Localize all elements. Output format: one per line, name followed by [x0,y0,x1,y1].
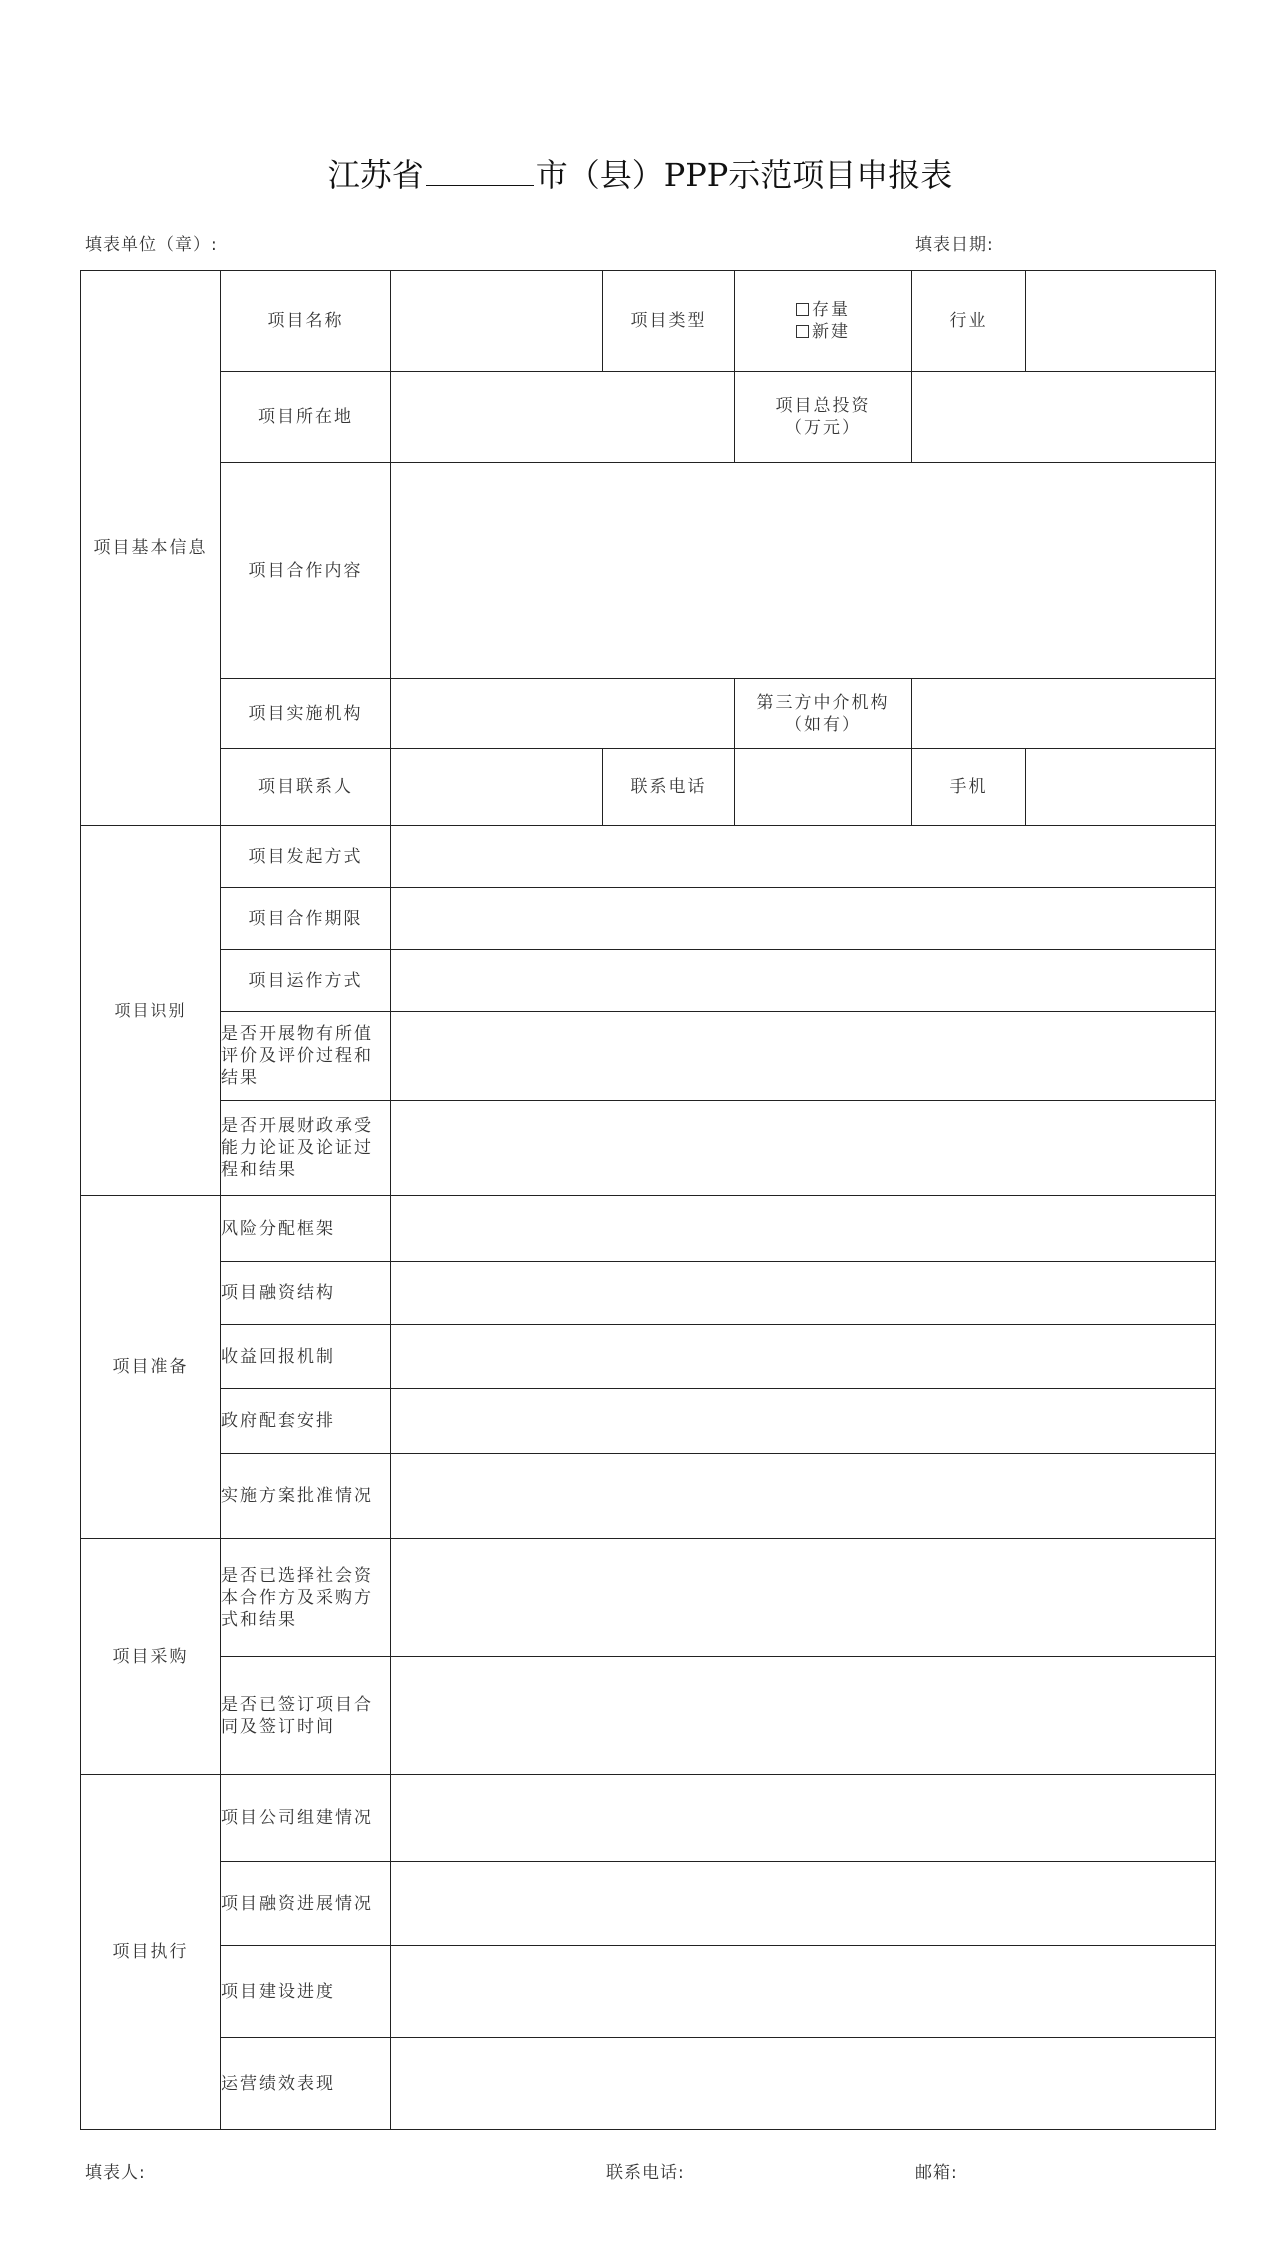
table-row [81,1101,1216,1196]
label-total-investment-line1: 项目总投资 [775,396,871,416]
option-existing-label: 存量 [812,300,850,320]
checkbox-existing-icon[interactable] [796,303,809,316]
table-row [81,1946,1216,2038]
input-fiscal-capacity[interactable] [391,1101,1216,1196]
footer-phone-label: 联系电话: [606,2163,685,2183]
table-row [81,1657,1216,1775]
table-row [81,1389,1216,1454]
label-project-type: 项目类型 [603,271,735,372]
section-preparation: 项目准备 [81,1196,221,1539]
table-row [81,2038,1216,2130]
table-row [81,826,1216,888]
table-row [81,1012,1216,1101]
label-mobile: 手机 [912,749,1026,826]
form-title [0,150,1280,196]
input-plan-approval[interactable] [391,1454,1216,1539]
label-vfm-evaluation: 是否开展物有所值评价及评价过程和结果 [221,1012,391,1101]
label-total-investment [735,372,912,463]
input-third-party[interactable] [912,679,1216,749]
row-location [81,372,1216,463]
input-contact-person[interactable] [391,749,603,826]
label-government-support: 政府配套安排 [221,1389,391,1454]
table-row [81,1454,1216,1539]
application-form-table [80,270,1216,2130]
label-cooperation-period: 项目合作期限 [221,888,391,950]
input-risk-allocation[interactable] [391,1196,1216,1262]
label-financing-progress: 项目融资进展情况 [221,1862,391,1946]
section-identification: 项目识别 [81,826,221,1196]
label-financing-structure: 项目融资结构 [221,1262,391,1325]
label-location: 项目所在地 [221,372,391,463]
footer-email-label: 邮箱: [915,2163,958,2183]
input-government-support[interactable] [391,1389,1216,1454]
label-initiation-method: 项目发起方式 [221,826,391,888]
table-row [81,888,1216,950]
section-procurement: 项目采购 [81,1539,221,1775]
input-location[interactable] [391,372,735,463]
unit-label: 填表单位（章）: [85,235,218,255]
city-blank[interactable] [426,157,534,186]
label-social-capital-selection: 是否已选择社会资本合作方及采购方式和结果 [221,1539,391,1657]
input-contact-phone[interactable] [735,749,912,826]
input-vfm-evaluation[interactable] [391,1012,1216,1101]
input-construction-progress[interactable] [391,1946,1216,2038]
row-contact [81,749,1216,826]
label-third-party [735,679,912,749]
input-company-setup[interactable] [391,1775,1216,1862]
label-return-mechanism: 收益回报机制 [221,1325,391,1389]
table-row [81,1196,1216,1262]
row-project-name [81,271,1216,372]
section-execution: 项目执行 [81,1775,221,2130]
input-total-investment[interactable] [912,372,1216,463]
input-financing-structure[interactable] [391,1262,1216,1325]
table-row [81,1262,1216,1325]
option-existing[interactable] [735,299,911,321]
date-label: 填表日期: [915,235,994,255]
checkbox-new-icon[interactable] [796,325,809,338]
input-contract-signed[interactable] [391,1657,1216,1775]
table-row [81,1862,1216,1946]
label-third-party-line2: （如有） [785,714,861,735]
filler-label: 填表人: [85,2163,146,2183]
label-cooperation-content: 项目合作内容 [221,463,391,679]
label-project-name: 项目名称 [221,271,391,372]
label-risk-allocation: 风险分配框架 [221,1196,391,1262]
table-row [81,1325,1216,1389]
option-new-label: 新建 [812,322,850,342]
input-operation-performance[interactable] [391,2038,1216,2130]
label-operation-performance: 运营绩效表现 [221,2038,391,2130]
label-implementing-agency: 项目实施机构 [221,679,391,749]
input-industry[interactable] [1026,271,1216,372]
label-contact-phone: 联系电话 [603,749,735,826]
title-suffix: 市（县）PPP示范项目申报表 [535,156,953,194]
label-industry: 行业 [912,271,1026,372]
input-operation-mode[interactable] [391,950,1216,1012]
label-total-investment-line2: （万元） [785,418,861,438]
table-row [81,1775,1216,1862]
input-mobile[interactable] [1026,749,1216,826]
input-social-capital-selection[interactable] [391,1539,1216,1657]
project-type-options [735,271,912,372]
input-cooperation-content[interactable] [391,463,1216,679]
label-contract-signed: 是否已签订项目合同及签订时间 [221,1657,391,1775]
input-financing-progress[interactable] [391,1862,1216,1946]
label-plan-approval: 实施方案批准情况 [221,1454,391,1539]
table-row [81,1539,1216,1657]
input-return-mechanism[interactable] [391,1325,1216,1389]
label-operation-mode: 项目运作方式 [221,950,391,1012]
input-implementing-agency[interactable] [391,679,735,749]
table-row [81,950,1216,1012]
label-third-party-line1: 第三方中介机构 [756,692,890,713]
label-company-setup: 项目公司组建情况 [221,1775,391,1862]
title-prefix: 江苏省 [327,156,424,194]
row-cooperation-content [81,463,1216,679]
label-construction-progress: 项目建设进度 [221,1946,391,2038]
input-initiation-method[interactable] [391,826,1216,888]
label-fiscal-capacity: 是否开展财政承受能力论证及论证过程和结果 [221,1101,391,1196]
input-cooperation-period[interactable] [391,888,1216,950]
label-contact-person: 项目联系人 [221,749,391,826]
section-basic-info: 项目基本信息 [81,271,221,826]
input-project-name[interactable] [391,271,603,372]
option-new[interactable] [735,321,911,343]
row-implementing-agency [81,679,1216,749]
